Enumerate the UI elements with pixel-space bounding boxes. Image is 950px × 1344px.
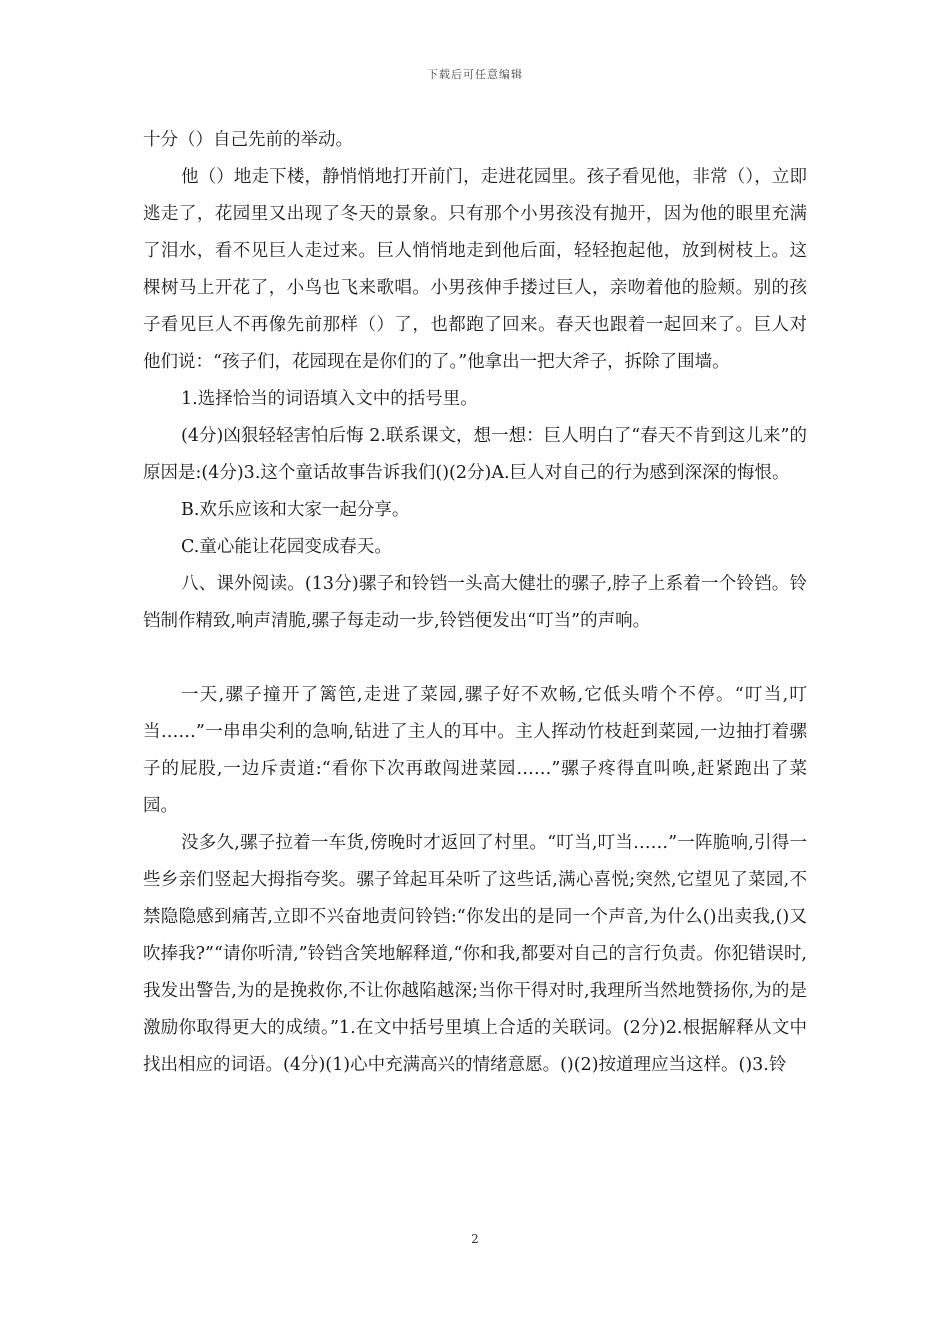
option-c: C.童心能让花园变成春天。 [181,537,392,557]
paragraph-mule-village: 没多久,骡子拉着一车货,傍晚时才返回了村里。“叮当,叮当……”一阵脆响,引得一些乡亲们竖起大拇指夸奖。骡子耸起耳朵听了这些话,满心喜悦;突然,它望见了菜园,不禁隐隐感到痛苦,立即不兴奋地责问铃铛:“你发出的是同一个声音,为什么()出卖我,()又吹捧我?”“请你听清,”铃铛含笑地解释道,“你和我,都要对自己的言行负责。你犯错误时,我发出警告,为的是挽救你,不让你越陷越深;当你干得对时,我理所当然地赞扬你,为的是激励你取得更大的成绩。”1.在文中括号里填上合适的关联词。(2分)2.根据解释从文中找出相应的词语。(4分)(1)心中充满高兴的情绪意愿。()(2)按道理应当这样。()3.铃 [143,833,807,1075]
question-options: (4分)凶狠轻轻害怕后悔 2.联系课文，想一想：巨人明白了“春天不肯到这儿来”的原因是:(4分)3.这个童话故事告诉我们()(2分)A.巨人对自己的行为感到深深的悔恨。 [143,426,807,483]
paragraph-story: 他（）地走下楼，静悄悄地打开前门，走进花园里。孩子看见他，非常（），立即逃走了，花园里又出现了冬天的景象。只有那个小男孩没有抛开，因为他的眼里充满了泪水，看不见巨人走过来。巨人悄悄地走到他后面，轻轻抱起他，放到树枝上。这棵树马上开花了，小鸟也飞来歌唱。小男孩伸手搂过巨人，亲吻着他的脸颊。别的孩子看见巨人不再像先前那样（）了，也都跑了回来。春天也跟着一起回来了。巨人对他们说：“孩子们，花园现在是你们的了。”他拿出一把大斧子，拆除了围墙。 [143,167,807,372]
question-1: 1.选择恰当的词语填入文中的括号里。 [181,389,478,409]
option-b: B.欢乐应该和大家一起分享。 [181,500,410,520]
document-body [143,122,807,1084]
page-header: 下载后可任意编辑 [427,68,523,81]
paragraph-continuation: 十分（）自己先前的举动。 [143,130,353,150]
page-number: 2 [471,1232,479,1246]
paragraph-gap [143,640,807,677]
paragraph-mule-garden: 一天,骡子撞开了篱笆,走进了菜园,骡子好不欢畅,它低头啃个不停。“叮当,叮当……”一串串尖利的急响,钻进了主人的耳中。主人挥动竹枝赶到菜园,一边抽打着骡子的屁股,一边斥责道:“看你下次再敢闯进菜园……”骡子疼得直叫唤,赶紧跑出了菜园。 [143,685,807,816]
section-8-intro: 八、课外阅读。(13分)骡子和铃铛一头高大健壮的骡子,脖子上系着一个铃铛。铃铛制作精致,响声清脆,骡子每走动一步,铃铛便发出“叮当”的声响。 [143,574,807,631]
